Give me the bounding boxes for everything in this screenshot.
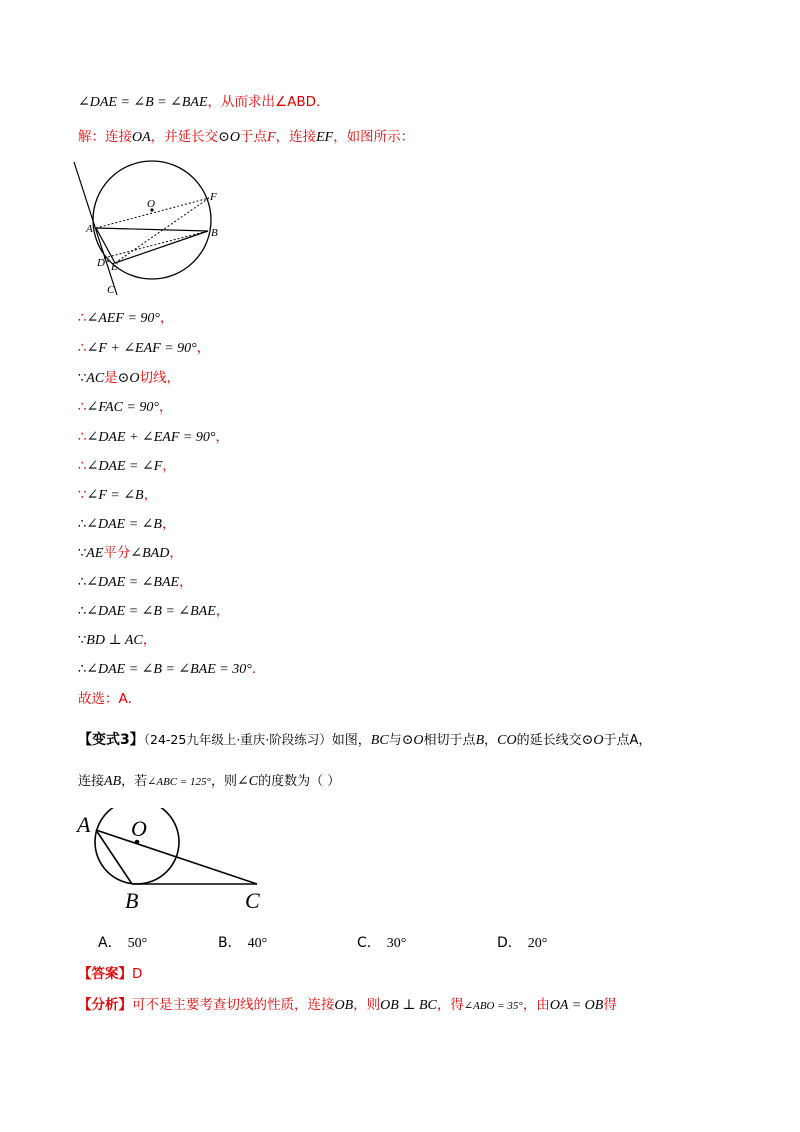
label-d: D — [97, 257, 105, 269]
option-label: C． — [357, 935, 381, 951]
math: ⊙O — [401, 733, 424, 748]
symbol: ∵ — [78, 546, 87, 561]
option-label: A． — [98, 935, 122, 951]
label-o: O — [131, 816, 147, 841]
text: ，则 — [210, 774, 237, 789]
math: ⊙O — [117, 371, 140, 386]
text: 连接 — [78, 774, 105, 789]
variant-source: （24-25九年级上·重庆·阶段练习） — [143, 732, 332, 747]
math: BD ⊥ AC — [86, 633, 143, 648]
math: ∠FAC = 90° — [86, 400, 160, 415]
symbol: ∴ — [78, 340, 87, 356]
text: ，从而求出∠ABD． — [207, 94, 330, 110]
proof-line — [78, 308, 174, 329]
math: ⊙O — [581, 733, 604, 748]
text: 的延长线交 — [516, 733, 582, 748]
text: 的度数为（ ） — [258, 774, 341, 789]
math: ∠F + ∠EAF = 90° — [86, 341, 197, 356]
option-value: 30° — [386, 936, 407, 951]
solution-intro — [78, 127, 414, 148]
math: ∠DAE + ∠EAF = 90° — [86, 430, 216, 445]
answer-value: D — [132, 966, 143, 982]
option-value: 20° — [527, 936, 548, 951]
math: AE — [86, 546, 104, 561]
math: EF — [316, 130, 334, 145]
text: 于点A， — [603, 733, 652, 748]
text: ，由 — [522, 997, 550, 1013]
text: ，得 — [436, 997, 464, 1013]
math: BC — [370, 733, 389, 748]
analysis-line — [78, 995, 617, 1016]
text: 于点 — [240, 129, 268, 145]
proof-line — [78, 659, 265, 680]
option-value: 40° — [247, 936, 268, 951]
text: ，若 — [121, 774, 148, 789]
text: 相切于点 — [423, 733, 476, 748]
punct: ， — [169, 545, 183, 561]
text: ，并延长交 — [150, 129, 219, 145]
symbol: ∴ — [78, 399, 87, 415]
proof-line — [78, 456, 176, 477]
text: 如图， — [331, 733, 371, 748]
math: OB — [334, 998, 354, 1013]
label-o: O — [147, 198, 155, 210]
text: ，如图所示： — [333, 129, 415, 145]
label-b: B — [125, 888, 139, 912]
punct: ， — [159, 399, 173, 415]
text: ， — [484, 733, 498, 748]
math: ∠F = ∠B — [86, 488, 144, 503]
symbol: ∴ — [78, 575, 87, 590]
label-c: C — [245, 888, 260, 912]
text: 故选：A． — [78, 691, 142, 707]
proof-line — [78, 397, 173, 418]
math: ∠ABO = 35° — [463, 1000, 523, 1012]
variant-tag: 【变式3】 — [78, 732, 144, 748]
variant-question-line1 — [78, 730, 651, 751]
text: 与 — [388, 733, 402, 748]
choice-line — [78, 689, 141, 709]
label-a: A — [77, 812, 91, 837]
text: 解：连接 — [78, 129, 132, 145]
punct: ， — [162, 458, 176, 474]
text: 是 — [104, 370, 118, 386]
proof-line — [78, 601, 229, 622]
math: F — [267, 130, 276, 145]
symbol: ∴ — [78, 517, 87, 532]
text: 可不是主要考查切线的性质，连接 — [132, 997, 335, 1013]
answer-line — [78, 964, 142, 984]
option-label: B． — [218, 935, 242, 951]
proof-line — [78, 368, 180, 389]
symbol: ∴ — [78, 604, 87, 619]
punct: ， — [215, 603, 230, 619]
tangent-circle-figure — [74, 808, 274, 912]
proof-line — [78, 572, 193, 593]
label-c: C — [107, 284, 115, 296]
punct: ． — [251, 661, 266, 677]
symbol: ∴ — [78, 429, 87, 445]
option-c[interactable] — [357, 932, 406, 952]
proof-line — [78, 543, 183, 564]
label-a: A — [86, 223, 93, 235]
proof-line — [78, 485, 157, 506]
circle-tangent-figure — [70, 158, 240, 298]
math: OB ⊥ BC — [380, 998, 437, 1013]
math: OA — [132, 130, 151, 145]
punct: ， — [142, 632, 157, 648]
math: ∠DAE = ∠B = ∠BAE — [86, 604, 216, 619]
math: ∠C — [236, 774, 259, 789]
label-b: B — [211, 227, 218, 239]
text: 平分 — [103, 545, 131, 561]
text: ，则 — [353, 997, 381, 1013]
math: ∠ABC = 125° — [147, 776, 211, 788]
math: ∠DAE = ∠B = ∠BAE = 30° — [86, 662, 252, 677]
math-expression: ∠DAE = ∠B = ∠BAE — [78, 95, 208, 110]
analysis-tag: 【分析】 — [78, 997, 132, 1013]
math: AC — [86, 371, 105, 386]
math: ∠DAE = ∠BAE — [86, 575, 180, 590]
punct: ， — [161, 516, 176, 532]
math: ∠AEF = 90° — [86, 311, 161, 326]
proof-line — [78, 630, 156, 651]
label-f: F — [210, 191, 217, 203]
math: OA = OB — [549, 998, 604, 1013]
math: ∠BAD — [130, 546, 170, 561]
text: 切线， — [139, 370, 181, 386]
math: CO — [497, 733, 517, 748]
symbol: ∵ — [78, 487, 87, 503]
variant-question-line2 — [78, 771, 340, 792]
proof-line — [78, 427, 229, 448]
punct: ， — [179, 574, 193, 590]
punct: ， — [160, 310, 174, 326]
punct: ， — [143, 487, 158, 503]
math: ∠DAE = ∠B — [86, 517, 162, 532]
option-value: 50° — [127, 936, 148, 951]
option-label: D． — [497, 935, 522, 951]
proof-line — [78, 338, 210, 359]
math: B — [475, 733, 485, 748]
proof-line — [78, 514, 175, 535]
punct: ， — [196, 340, 211, 356]
math: AB — [104, 774, 122, 789]
math: ⊙O — [218, 130, 241, 145]
option-a[interactable] — [98, 932, 147, 952]
symbol: ∴ — [78, 310, 87, 326]
intro-line — [78, 92, 330, 113]
text: 得 — [603, 997, 617, 1013]
text: ，连接 — [275, 129, 317, 145]
symbol: ∵ — [78, 371, 87, 386]
label-e: E — [111, 261, 118, 273]
symbol: ∴ — [78, 458, 87, 474]
option-b[interactable] — [218, 932, 267, 952]
symbol: ∵ — [78, 633, 87, 648]
answer-tag: 【答案】 — [78, 966, 132, 982]
symbol: ∴ — [78, 662, 87, 677]
math: ∠DAE = ∠F — [86, 459, 163, 474]
punct: ， — [215, 429, 229, 445]
option-d[interactable] — [497, 932, 547, 952]
